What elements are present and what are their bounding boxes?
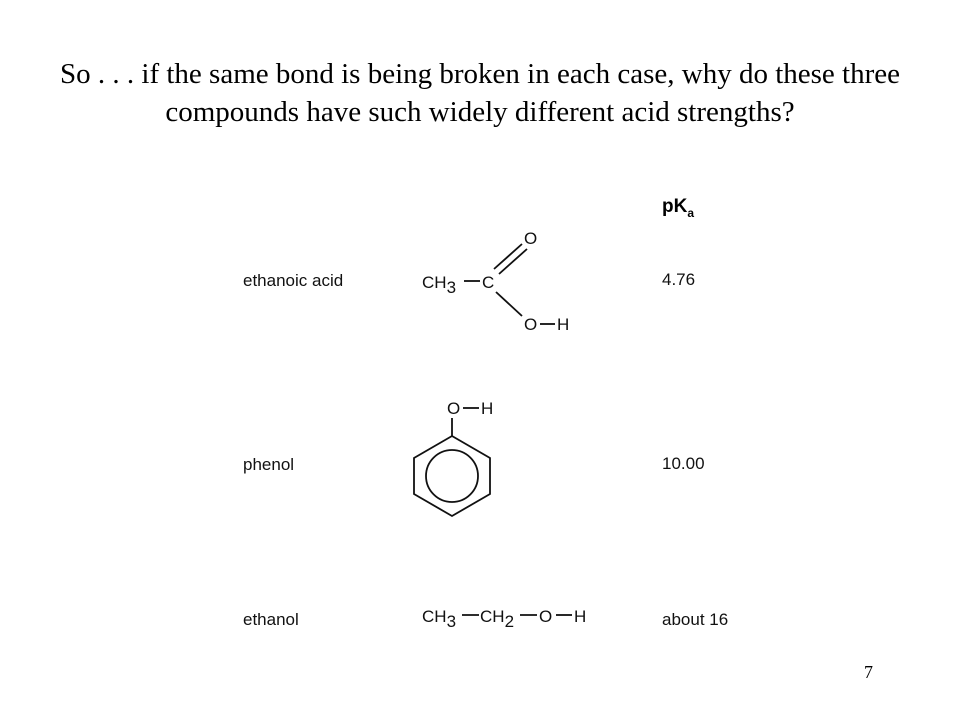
phenol-structure — [405, 393, 515, 528]
atom-ch3: CH3 — [422, 273, 457, 297]
pka-column-header — [662, 196, 694, 220]
bond-c-o-single — [496, 292, 522, 316]
pka-header-main: pK — [662, 196, 688, 217]
ethanoic-acid-structure — [416, 224, 596, 344]
aromatic-circle — [426, 450, 478, 502]
atom-oxygen: O — [539, 607, 553, 626]
compound-name-ethanoic-acid: ethanoic acid — [243, 271, 344, 290]
atom-carbonyl-carbon: C — [482, 273, 495, 292]
atom-carbonyl-oxygen: O — [524, 229, 538, 248]
slide-title: So . . . if the same bond is being broken in each case, why do these three compounds have such widely different acid strengths? — [60, 58, 900, 128]
pka-header-subscript: a — [687, 205, 695, 220]
pka-value-ethanol: about 16 — [662, 610, 729, 629]
atom-oxygen: O — [447, 399, 461, 418]
atom-hydroxyl-oxygen: O — [524, 315, 538, 334]
page-number: 7 — [864, 662, 873, 682]
atom-hydrogen: H — [557, 315, 570, 334]
atom-ch2: CH2 — [480, 607, 515, 631]
atom-hydrogen: H — [481, 399, 494, 418]
compound-name-phenol: phenol — [243, 455, 295, 474]
atom-ch3: CH3 — [422, 607, 457, 631]
compound-name-ethanol: ethanol — [243, 610, 299, 629]
atom-hydrogen: H — [574, 607, 587, 626]
pka-value-ethanoic-acid: 4.76 — [662, 270, 696, 289]
ethanol-structure — [416, 600, 616, 634]
pka-value-phenol: 10.00 — [662, 454, 705, 473]
